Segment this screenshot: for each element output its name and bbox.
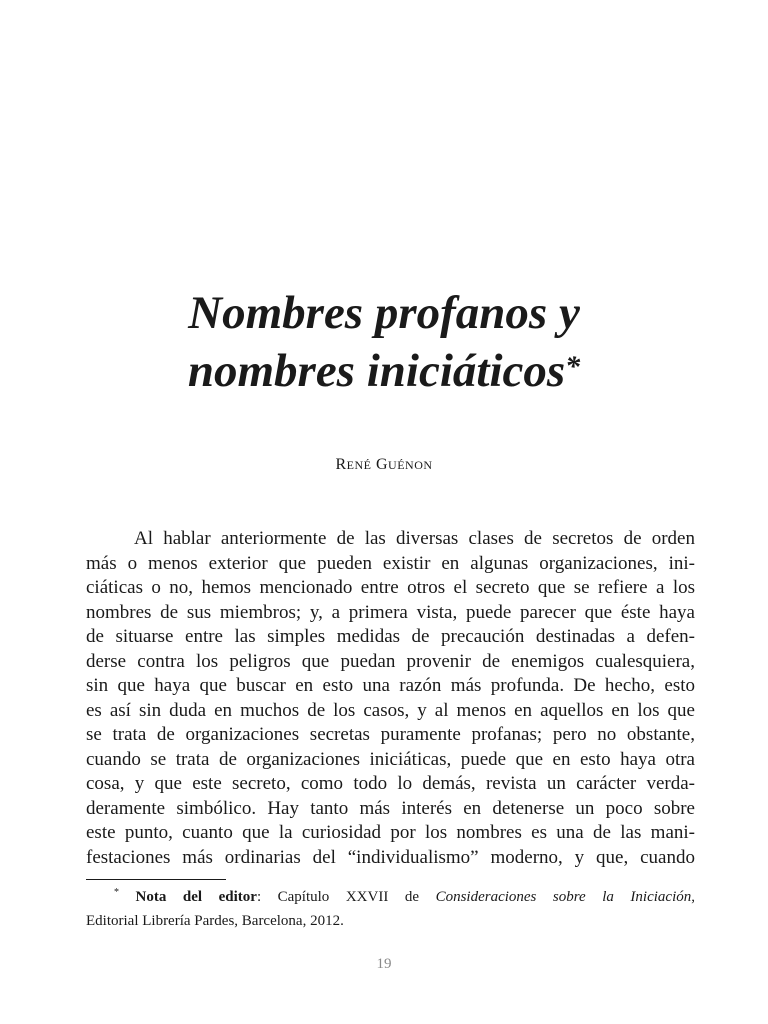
title-line-1: Nombres profanos y	[188, 287, 580, 339]
body-line: cosa, y que este secreto, como todo lo demás, revista un carácter verda-	[86, 773, 695, 794]
footnote-separator	[86, 879, 226, 880]
body-line: ciáticas o no, hemos mencionado entre otros el secreto que se refiere a los	[86, 577, 695, 598]
body-line: derse contra los peligros que puedan provenir de enemigos cualesquiera,	[86, 650, 695, 672]
body-line: de situarse entre las simples medidas de precaución destinadas a defen-	[86, 626, 695, 647]
title-footnote-mark[interactable]: *	[565, 350, 581, 383]
body-line: nombres de sus miembros; y, a primera vista, puede parecer que éste haya	[86, 601, 695, 623]
footnote	[86, 881, 695, 933]
footnote-book-title: Consideraciones sobre la Iniciación	[435, 889, 692, 905]
body-line: es así sin duda en muchos de los casos, y al menos en aquellos en los que	[86, 699, 695, 721]
footnote-mark: *	[114, 887, 119, 898]
body-line: más o menos exterior que pueden existir en algunas organizaciones, ini-	[86, 552, 695, 574]
title-line-2: nombres iniciáticos	[187, 345, 566, 397]
page-title	[0, 286, 768, 398]
body-line: este punto, cuanto que la curiosidad por los nombres es una de las mani-	[86, 822, 695, 843]
body-line: deramente simbólico. Hay tanto más interés en detenerse un poco sobre	[86, 797, 695, 819]
body-line: sin que haya que buscar en esto una razón más profunda. De hecho, esto	[86, 675, 695, 696]
body-line: Al hablar anteriormente de las diversas clases de secretos de orden	[134, 528, 695, 549]
footnote-line-1: * Nota del editor: Capítulo XXVII de Consideraciones sobre la Iniciación,	[114, 887, 695, 905]
page-number: 19	[376, 956, 392, 972]
footnote-label: Nota del editor	[135, 889, 257, 905]
body-line: festaciones más ordinarias del “individualismo” moderno, y que, cuando	[86, 846, 695, 868]
body-paragraph	[86, 527, 695, 870]
footnote-line-2: Editorial Librería Pardes, Barcelona, 2012.	[86, 913, 344, 929]
author-name: RENÉ GUÉNON	[335, 456, 433, 473]
body-line: cuando se trata de organizaciones iniciáticas, puede que en esto haya otra	[86, 748, 695, 770]
body-line: se trata de organizaciones secretas puramente profanas; pero no obstante,	[86, 724, 695, 745]
